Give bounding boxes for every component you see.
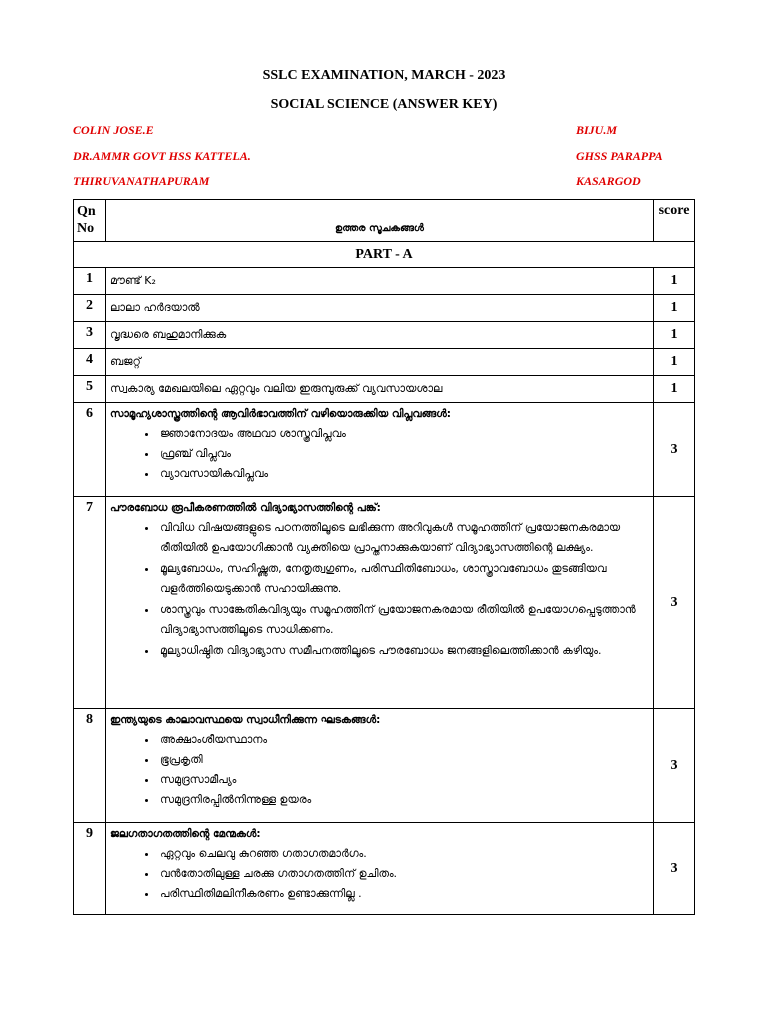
row-score: 1 bbox=[654, 376, 695, 403]
answer-points bbox=[110, 730, 649, 810]
author-right-school: GHSS PARAPPA bbox=[576, 149, 663, 163]
table-row bbox=[74, 295, 695, 322]
answer-heading: ഇന്ത്യയുടെ കാലാവസ്ഥയെ സ്വാധീനിക്കുന്ന ഘടകങ്ങൾ: bbox=[110, 714, 381, 726]
row-answer bbox=[106, 823, 654, 915]
row-score: 1 bbox=[654, 295, 695, 322]
row-answer: ലാലാ ഹർദയാൽ bbox=[106, 295, 654, 322]
answer-point: • പരിസ്ഥിതിമലിനീകരണം ഉണ്ടാക്കുന്നില്ല . bbox=[158, 884, 649, 904]
header-answer bbox=[106, 200, 654, 242]
answer-point: • വിവിധ വിഷയങ്ങളുടെ പഠനത്തിലൂടെ ലഭിക്കുന്ന അറിവുകൾ സമൂഹത്തിന് പ്രയോജനകരമായ രീതിയിൽ ഉപയോഗിക്കാൻ വ്യക്തിയെ പ്രാപ്തനാക്കുകയാണ് വിദ്യാഭ്യാസത്തിന്റെ ലക്ഷ്യം. bbox=[158, 518, 649, 558]
row-score: 1 bbox=[654, 349, 695, 376]
row-score: 3 bbox=[654, 823, 695, 915]
row-answer bbox=[106, 709, 654, 823]
row-score: 3 bbox=[654, 403, 695, 497]
row-answer: സ്വകാര്യ മേഖലയിലെ ഏറ്റവും വലിയ ഇരുമ്പുരുക്ക് വ്യവസായശാല bbox=[106, 376, 654, 403]
part-row bbox=[74, 242, 695, 268]
answer-point: • ശാസ്ത്രവും സാങ്കേതികവിദ്യയും സമൂഹത്തിന് പ്രയോജനകരമായ രീതിയിൽ ഉപയോഗപ്പെടുത്താൻ വിദ്യാഭ്യാസത്തിലൂടെ സാധിക്കണം. bbox=[158, 600, 649, 640]
row-score: 1 bbox=[654, 268, 695, 295]
author-left-place: THIRUVANATHAPURAM bbox=[73, 174, 210, 188]
exam-title: SSLC EXAMINATION, MARCH - 2023 bbox=[262, 68, 506, 83]
row-score: 1 bbox=[654, 322, 695, 349]
table-row bbox=[74, 403, 695, 497]
row-qn: 3 bbox=[74, 322, 106, 349]
table-row bbox=[74, 376, 695, 403]
answer-point: • ഏറ്റവും ചെലവു കുറഞ്ഞ ഗതാഗതമാർഗം. bbox=[158, 844, 649, 864]
part-label: PART - A bbox=[74, 242, 695, 268]
row-score: 3 bbox=[654, 709, 695, 823]
table-row bbox=[74, 709, 695, 823]
row-qn: 7 bbox=[74, 497, 106, 709]
row-answer bbox=[106, 497, 654, 709]
table-row bbox=[74, 322, 695, 349]
row-qn: 5 bbox=[74, 376, 106, 403]
answer-point: • വ്യാവസായികവിപ്ലവം bbox=[158, 464, 649, 484]
answer-point: • ജ്ഞാനോദയം അഥവാ ശാസ്ത്രവിപ്ലവം bbox=[158, 424, 649, 444]
table-row bbox=[74, 497, 695, 709]
header-answer-label: ഉത്തര സൂചകങ്ങൾ bbox=[335, 223, 424, 234]
row-answer bbox=[106, 403, 654, 497]
row-qn: 8 bbox=[74, 709, 106, 823]
author-left-name: COLIN JOSE.E bbox=[73, 123, 154, 137]
answer-point: • മൂല്യബോധം, സഹിഷ്ണുത, നേതൃത്വഗുണം, പരിസ്ഥിതിബോധം, ശാസ്ത്രാവബോധം തുടങ്ങിയവ വളർത്തിയെടുക്കാൻ സഹായിക്കുന്നു. bbox=[158, 559, 649, 599]
answer-point: • അക്ഷാംശീയസ്ഥാനം bbox=[158, 730, 649, 750]
table-row bbox=[74, 823, 695, 915]
answer-point: • ഫ്രഞ്ച് വിപ്ലവം bbox=[158, 444, 649, 464]
answer-heading: പൗരബോധ രൂപീകരണത്തിൽ വിദ്യാഭ്യാസത്തിന്റെ പങ്ക്: bbox=[110, 502, 381, 514]
author-right-place: KASARGOD bbox=[576, 174, 641, 188]
row-score: 3 bbox=[654, 497, 695, 709]
row-qn: 1 bbox=[74, 268, 106, 295]
answer-point: • സമുദ്രനിരപ്പിൽനിന്നുള്ള ഉയരം bbox=[158, 790, 649, 810]
answer-point: • സമുദ്രസാമീപ്യം bbox=[158, 770, 649, 790]
header-score: score bbox=[654, 200, 695, 242]
answer-heading: സാമൂഹ്യശാസ്ത്രത്തിന്റെ ആവിർഭാവത്തിന് വഴിയൊരുക്കിയ വിപ്ലവങ്ങൾ: bbox=[110, 408, 452, 420]
answer-points bbox=[110, 518, 649, 661]
table-header-row bbox=[74, 200, 695, 242]
answer-point: • ഭൂപ്രകൃതി bbox=[158, 750, 649, 770]
row-qn: 9 bbox=[74, 823, 106, 915]
row-answer: ബജറ്റ് bbox=[106, 349, 654, 376]
answer-points bbox=[110, 424, 649, 484]
author-right-name: BIJU.M bbox=[576, 123, 618, 137]
row-qn: 2 bbox=[74, 295, 106, 322]
answer-heading: ജലഗതാഗതത്തിന്റെ മേന്മകൾ: bbox=[110, 828, 261, 840]
table-row bbox=[74, 268, 695, 295]
row-qn: 6 bbox=[74, 403, 106, 497]
author-left-school: DR.AMMR GOVT HSS KATTELA. bbox=[73, 149, 251, 163]
subject-title: SOCIAL SCIENCE (ANSWER KEY) bbox=[270, 97, 498, 112]
answer-points bbox=[110, 844, 649, 904]
answer-point: • വൻതോതിലുള്ള ചരക്കു ഗതാഗതത്തിന് ഉചിതം. bbox=[158, 864, 649, 884]
answer-point: • മൂല്യാധിഷ്ഠിത വിദ്യാഭ്യാസ സമീപനത്തിലൂടെ പൗരബോധം ജനങ്ങളിലെത്തിക്കാൻ കഴിയും. bbox=[158, 641, 649, 661]
header-qn: Qn No bbox=[74, 200, 106, 242]
answer-key-table bbox=[73, 199, 695, 915]
table-row bbox=[74, 349, 695, 376]
row-answer: മൗണ്ട് K₂ bbox=[106, 268, 654, 295]
row-qn: 4 bbox=[74, 349, 106, 376]
row-answer: വൃദ്ധരെ ബഹുമാനിക്കുക bbox=[106, 322, 654, 349]
